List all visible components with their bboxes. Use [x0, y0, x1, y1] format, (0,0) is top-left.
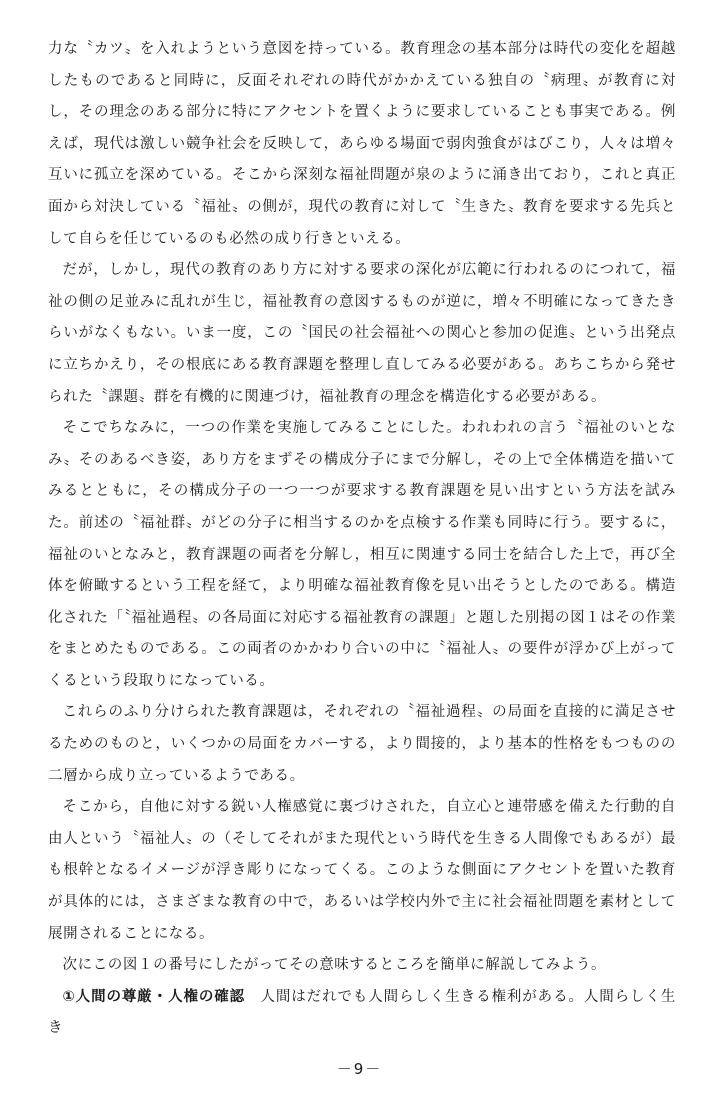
- body-text: [48, 34, 676, 1045]
- section-1-text: 人間はだれでも人間らしく生きる権利がある。人間らしく生き: [48, 988, 676, 1037]
- paragraph-5: そこから，自他に対する鋭い人権感覚に裏づけされた，自立心と連帯感を備えた行動的自由人という〝福祉人〟の（そしてそれがまた現代という時代を生きる人間像でもあるが）最も根幹となるイメージが浮き彫りになってくる。このような側面にアクセントを置いた教育が具体的には，さまざまな教育の中で，あるいは学校内外で主に社会福祉問題を素材として展開されることになる。: [48, 799, 676, 942]
- paragraph-3: そこでちなみに，一つの作業を実施してみることにした。われわれの言う〝福祉のいとなみ〟そのあるべき姿，あり方をまずその構成分子にまで分解し，その上で全体構造を描いてみるとともに，その構成分子の一つ一つが要求する教育課題を見い出すという方法を試みた。前述の〝福祉群〟がどの分子に相当するのかを点検する作業も同時に行う。要するに，福祉のいとなみと，教育課題の両者を分解し，相互に関連する同士を結合した上で，再び全体を俯瞰するという工程を経て，より明確な福祉教育像を見い出そうとしたのである。構造化された「〝福祉過程〟の各局面に対応する福祉教育の課題」と題した別掲の図１はその作業をまとめたものである。この両者のかかわり合いの中に〝福祉人〟の要件が浮かび上がってくるという段取りになっている。: [48, 420, 676, 689]
- section-heading-1: ①人間の尊厳・人権の確認: [62, 988, 246, 1005]
- paragraph-2: だが，しかし，現代の教育のあり方に対する要求の深化が広範に行われるのにつれて，福祉の側の足並みに乱れが生じ，福祉教育の意図するものが逆に，増々不明確になってきたきらいがなくもない。いま一度，この〝国民の社会福祉への関心と参加の促進〟という出発点に立ちかえり，その根底にある教育課題を整理し直してみる必要がある。あちこちから発せられた〝課題〟群を有機的に関連づけ，福祉教育の理念を構造化する必要がある。: [48, 262, 676, 405]
- paragraph-4: これらのふり分けられた教育課題は，それぞれの〝福祉過程〟の局面を直接的に満足させるためのものと，いくつかの局面をカバーする，より間接的，より基本的性格をもつものの二層から成り立っているようである。: [48, 704, 676, 784]
- paragraph-6: 次にこの図１の番号にしたがってその意味するところを簡単に解説してみよう。: [62, 957, 607, 974]
- paragraph-1: 力な〝カツ〟を入れようという意図を持っている。教育理念の基本部分は時代の変化を超越したものであると同時に，反面それぞれの時代がかかえている独自の〝病理〟が教育に対し，その理念のある部分に特にアクセントを置くように要求していることも事実である。例えば，現代は激しい競争社会を反映して，あらゆる場面で弱肉強食がはびこり，人々は増々互いに孤立を深めている。そこから深刻な福祉問題が泉のように涌き出ており，これと真正面から対決している〝福祉〟の側が，現代の教育に対して〝生きた〟教育を要求する先兵として自らを任じているのも必然の成り行きといえる。: [48, 41, 676, 247]
- paragraph-7: [48, 982, 676, 1045]
- page-number: －9－: [336, 1060, 383, 1078]
